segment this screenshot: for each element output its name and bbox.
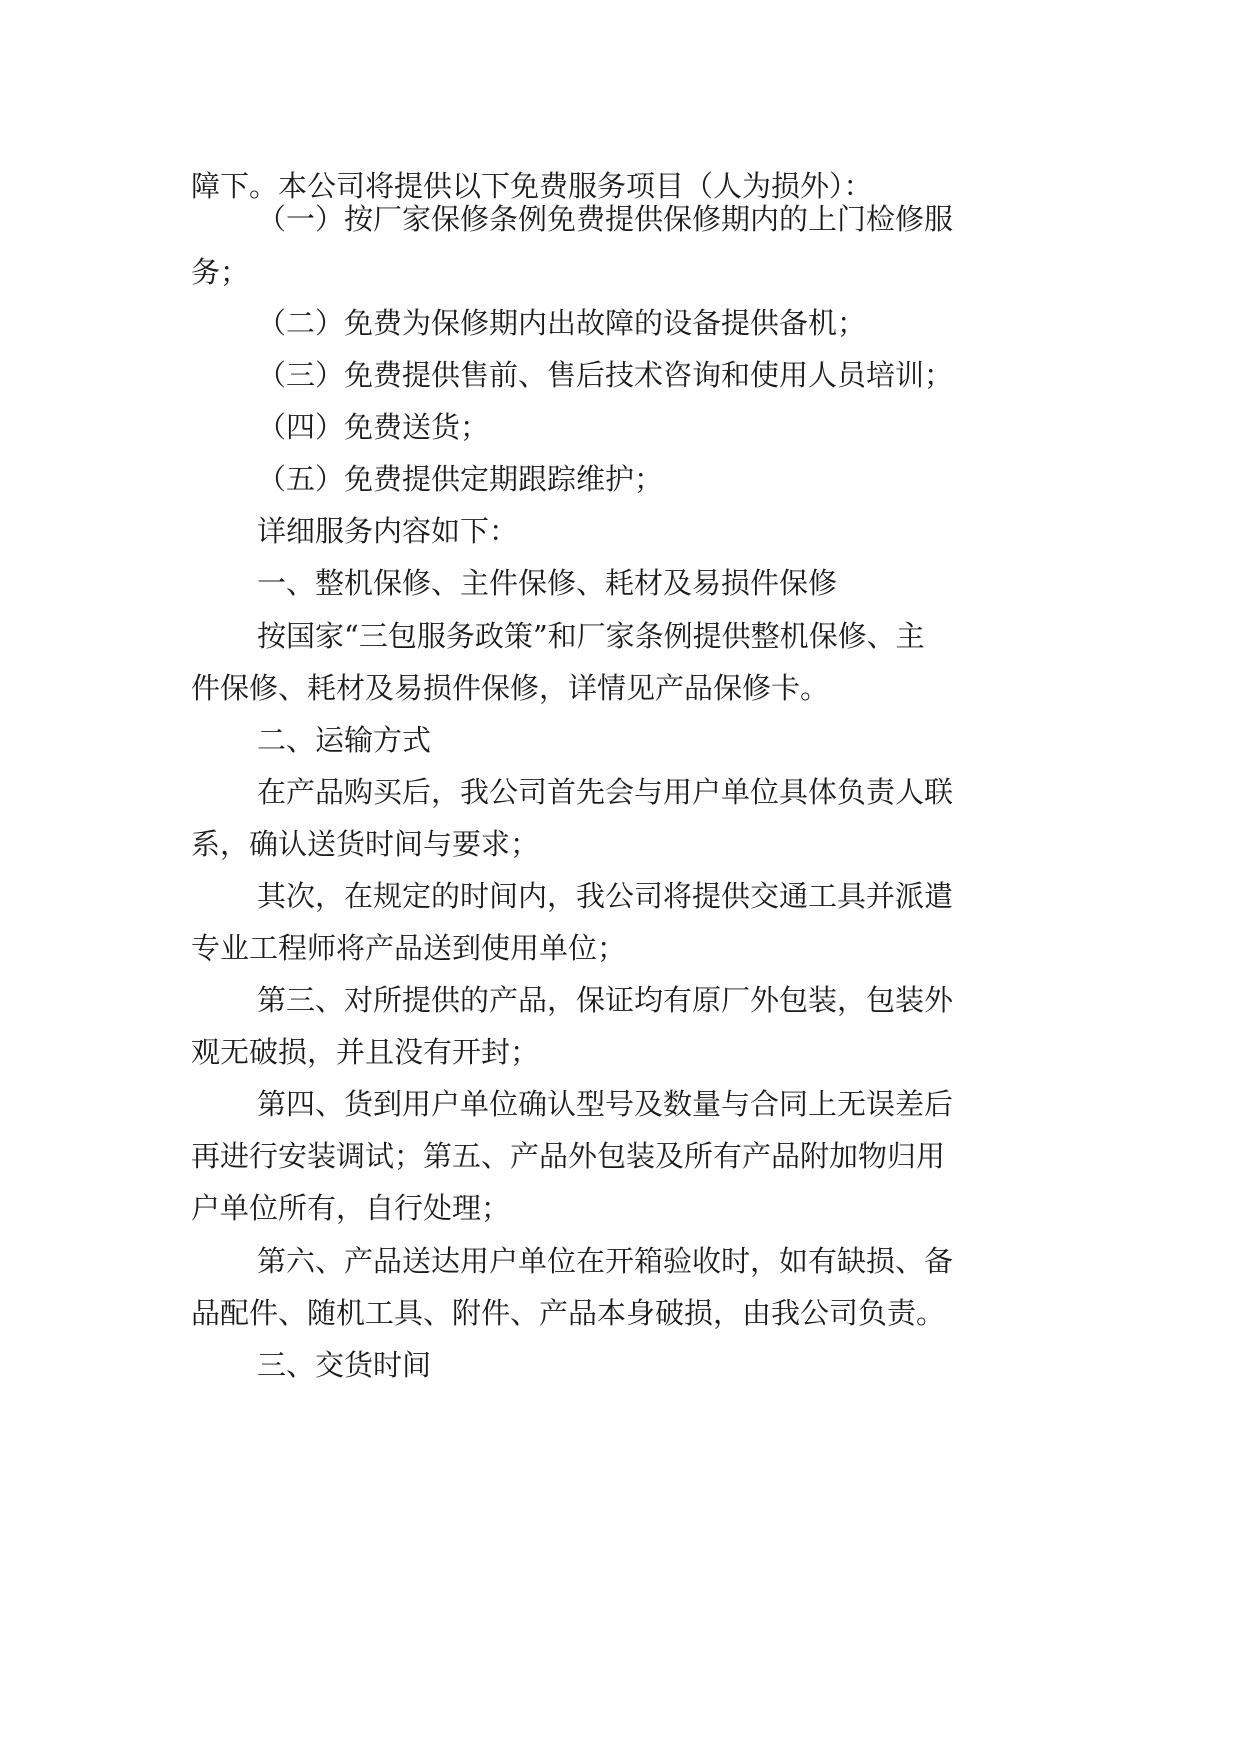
text-line: 详细服务内容如下： — [257, 514, 519, 548]
text-line: 品配件、随机工具、附件、产品本身破损，由我公司负责。 — [191, 1296, 946, 1330]
text-line: 再进行安装调试；第五、产品外包装及所有产品附加物归用 — [191, 1139, 946, 1173]
text-line: 户单位所有，自行处理； — [191, 1191, 511, 1225]
text-line: 观无破损，并且没有开封； — [191, 1035, 540, 1069]
text-line: （二）免费为保修期内出故障的设备提供备机； — [257, 306, 867, 340]
text-line: 务； — [191, 255, 250, 289]
text-line: 二、运输方式 — [257, 723, 432, 757]
text-line: 其次，在规定的时间内，我公司将提供交通工具并派遣 — [257, 879, 954, 913]
text-line: 一、整机保修、主件保修、耗材及易损件保修 — [257, 566, 838, 600]
text-line: 障下。本公司将提供以下免费服务项目（人为损外）： — [191, 169, 873, 203]
text-line: （一）按厂家保修条例免费提供保修期内的上门检修服 — [257, 202, 954, 236]
text-line: 第四、货到用户单位确认型号及数量与合同上无误差后 — [257, 1087, 954, 1121]
text-line: （四）免费送货； — [257, 410, 490, 444]
text-line: 在产品购买后，我公司首先会与用户单位具体负责人联 — [257, 775, 954, 809]
text-line: （三）免费提供售前、售后技术咨询和使用人员培训； — [257, 358, 954, 392]
text-line: 件保修、耗材及易损件保修，详情见产品保修卡。 — [191, 671, 830, 705]
text-line: 第六、产品送达用户单位在开箱验收时，如有缺损、备 — [257, 1244, 954, 1278]
text-line: 系，确认送货时间与要求； — [191, 827, 540, 861]
text-line: （五）免费提供定期跟踪维护； — [257, 462, 664, 496]
text-line: 按国家“三包服务政策”和厂家条例提供整机保修、主 — [257, 619, 925, 653]
text-line: 专业工程师将产品送到使用单位； — [191, 931, 627, 965]
text-line: 第三、对所提供的产品，保证均有原厂外包装，包装外 — [257, 983, 954, 1017]
text-line: 三、交货时间 — [257, 1348, 432, 1382]
